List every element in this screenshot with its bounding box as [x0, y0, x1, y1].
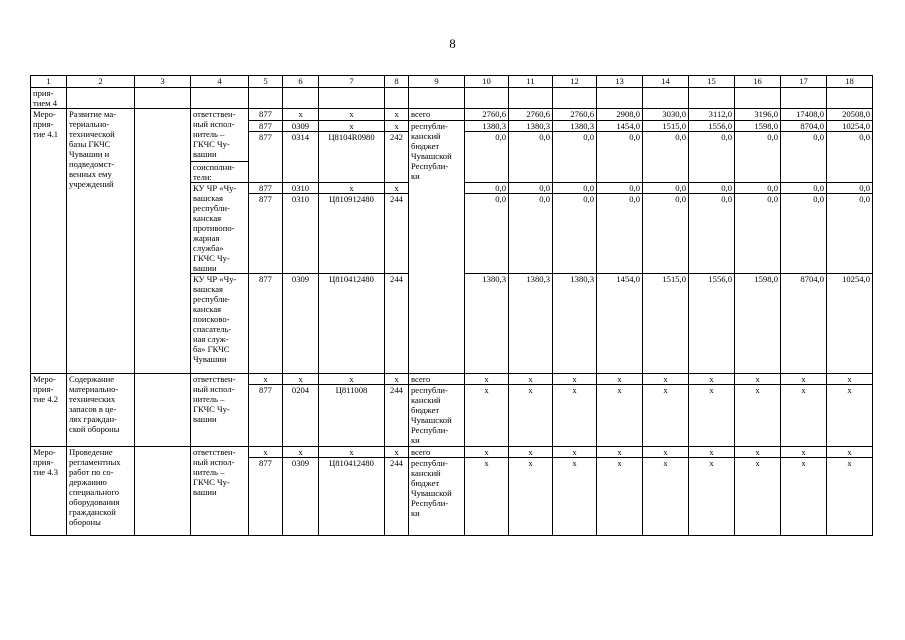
header-cell: 2 — [67, 76, 135, 88]
value-cell: x — [553, 385, 597, 447]
code-section: 0310 — [283, 194, 319, 274]
value-cell: 1380,3 — [553, 121, 597, 132]
header-cell: 5 — [249, 76, 283, 88]
code-target: Ц811008 — [319, 385, 385, 447]
code-target: Ц810412480 — [319, 458, 385, 536]
value-cell: 1515,0 — [643, 274, 689, 374]
value-cell: 1380,3 — [553, 274, 597, 374]
value-cell: 3112,0 — [689, 109, 735, 121]
code-target: Ц8104R0980 — [319, 132, 385, 183]
value-cell: x — [465, 385, 509, 447]
value-cell: 1380,3 — [509, 121, 553, 132]
code-target: x — [319, 447, 385, 458]
funding-source: всего — [409, 374, 465, 385]
value-cell: 0,0 — [689, 132, 735, 183]
value-cell: 0,0 — [597, 183, 643, 194]
code-target: Ц810412480 — [319, 274, 385, 374]
code-grbs: 877 — [249, 121, 283, 132]
code-section: 0310 — [283, 183, 319, 194]
code-section: 0314 — [283, 132, 319, 183]
header-cell: 10 — [465, 76, 509, 88]
value-cell: x — [509, 385, 553, 447]
code-grbs: 877 — [249, 132, 283, 183]
activity-number: Меро- прия- тие 4.2 — [31, 374, 67, 447]
code-section: 0309 — [283, 121, 319, 132]
activity-number: Меро- прия- тие 4.1 — [31, 109, 67, 374]
value-cell: 2760,6 — [553, 109, 597, 121]
funding-source: республи- канский бюджет Чувашской Республи- ки — [409, 385, 465, 447]
code-section: 0309 — [283, 274, 319, 374]
value-cell: x — [735, 458, 781, 536]
code-expense: 242 — [385, 132, 409, 183]
value-cell: 2760,6 — [509, 109, 553, 121]
value-cell: 1515,0 — [643, 121, 689, 132]
value-cell: 0,0 — [465, 194, 509, 274]
value-cell: 0,0 — [643, 132, 689, 183]
value-cell: x — [827, 374, 873, 385]
empty-cell — [135, 447, 191, 536]
value-cell: x — [827, 458, 873, 536]
value-cell: x — [465, 447, 509, 458]
value-cell: x — [781, 447, 827, 458]
value-cell: x — [597, 447, 643, 458]
header-cell: 6 — [283, 76, 319, 88]
value-cell: 0,0 — [643, 183, 689, 194]
executor: ответствен- ный испол- нитель – ГКЧС Чу- вашии — [191, 374, 249, 447]
value-cell: 0,0 — [465, 183, 509, 194]
value-cell: 1556,0 — [689, 274, 735, 374]
m42-row — [31, 374, 873, 385]
header-cell: 9 — [409, 76, 465, 88]
value-cell: 10254,0 — [827, 121, 873, 132]
value-cell: 0,0 — [735, 132, 781, 183]
code-grbs: 877 — [249, 458, 283, 536]
value-cell: 1556,0 — [689, 121, 735, 132]
value-cell: x — [643, 447, 689, 458]
value-cell: x — [689, 458, 735, 536]
program-table — [30, 75, 873, 536]
m41-row — [31, 109, 873, 121]
code-section: 0204 — [283, 385, 319, 447]
value-cell: 0,0 — [781, 132, 827, 183]
value-cell: x — [689, 374, 735, 385]
value-cell: 1598,0 — [735, 121, 781, 132]
value-cell: 8704,0 — [781, 121, 827, 132]
value-cell: 0,0 — [689, 183, 735, 194]
value-cell: 0,0 — [689, 194, 735, 274]
value-cell: 3030,0 — [643, 109, 689, 121]
header-cell: 11 — [509, 76, 553, 88]
value-cell: 0,0 — [781, 194, 827, 274]
value-cell: x — [643, 458, 689, 536]
value-cell: 0,0 — [781, 183, 827, 194]
value-cell: 0,0 — [597, 194, 643, 274]
co-executors: соисполни- тели: — [191, 162, 249, 183]
activity-name: Развитие ма- териально- технической базы ГКЧС Чувашии и подведомст- венных ему учреждений — [67, 109, 135, 374]
activity-name: Проведение регламентных работ по со- держанию специального оборудования гражданской обороны — [67, 447, 135, 536]
code-target: x — [319, 121, 385, 132]
code-section: x — [283, 109, 319, 121]
value-cell: x — [553, 374, 597, 385]
value-cell: x — [597, 385, 643, 447]
funding-source: республи- канский бюджет Чувашской Республи- ки — [409, 121, 465, 374]
value-cell: 0,0 — [553, 132, 597, 183]
code-target: x — [319, 183, 385, 194]
code-target: x — [319, 374, 385, 385]
header-cell: 1 — [31, 76, 67, 88]
value-cell: x — [643, 385, 689, 447]
value-cell: 2760,6 — [465, 109, 509, 121]
value-cell: 0,0 — [553, 194, 597, 274]
code-grbs: 877 — [249, 385, 283, 447]
code-section: x — [283, 374, 319, 385]
co-executor-fire: КУ ЧР «Чу- вашская республи- канская противопо- жарная служба» ГКЧС Чу- вашии — [191, 183, 249, 274]
value-cell: 0,0 — [827, 183, 873, 194]
executor: ответствен- ный испол- нитель – ГКЧС Чу- вашии — [191, 109, 249, 162]
value-cell: 1598,0 — [735, 274, 781, 374]
value-cell: 1380,3 — [465, 121, 509, 132]
value-cell: 10254,0 — [827, 274, 873, 374]
code-target: x — [319, 109, 385, 121]
code-section: 0309 — [283, 458, 319, 536]
header-cell: 4 — [191, 76, 249, 88]
value-cell: x — [735, 447, 781, 458]
value-cell: x — [827, 447, 873, 458]
value-cell: x — [689, 385, 735, 447]
value-cell: 1454,0 — [597, 121, 643, 132]
value-cell: x — [597, 458, 643, 536]
cont-col1: прия- тием 4 — [31, 88, 67, 109]
value-cell: 0,0 — [735, 183, 781, 194]
value-cell: x — [509, 447, 553, 458]
value-cell: 1380,3 — [465, 274, 509, 374]
funding-source: всего — [409, 447, 465, 458]
code-grbs: 877 — [249, 194, 283, 274]
executor: ответствен- ный испол- нитель – ГКЧС Чу- вашии — [191, 447, 249, 536]
funding-source: республи- канский бюджет Чувашской Республи- ки — [409, 458, 465, 536]
value-cell: 2908,0 — [597, 109, 643, 121]
header-cell: 18 — [827, 76, 873, 88]
value-cell: x — [643, 374, 689, 385]
header-cell: 15 — [689, 76, 735, 88]
code-grbs: 877 — [249, 183, 283, 194]
value-cell: 1380,3 — [509, 274, 553, 374]
page-number: 8 — [449, 36, 456, 51]
code-grbs: x — [249, 447, 283, 458]
value-cell: 0,0 — [827, 194, 873, 274]
continuation-row — [31, 88, 873, 109]
co-executor-rescue: КУ ЧР «Чу- вашская республи- канская поисково- спасатель- ная служ- ба» ГКЧС Чувашии — [191, 274, 249, 374]
header-cell: 7 — [319, 76, 385, 88]
value-cell: 0,0 — [553, 183, 597, 194]
code-expense: x — [385, 121, 409, 132]
header-cell: 3 — [135, 76, 191, 88]
value-cell: x — [597, 374, 643, 385]
header-row — [31, 76, 873, 88]
code-grbs: 877 — [249, 274, 283, 374]
code-expense: x — [385, 109, 409, 121]
value-cell: 0,0 — [509, 132, 553, 183]
code-target: Ц810912480 — [319, 194, 385, 274]
value-cell: x — [735, 374, 781, 385]
value-cell: x — [553, 447, 597, 458]
value-cell: 0,0 — [509, 183, 553, 194]
code-expense: 244 — [385, 385, 409, 447]
header-cell: 14 — [643, 76, 689, 88]
header-cell: 13 — [597, 76, 643, 88]
code-section: x — [283, 447, 319, 458]
activity-number: Меро- прия- тие 4.3 — [31, 447, 67, 536]
empty-cell — [135, 374, 191, 447]
code-grbs: 877 — [249, 109, 283, 121]
code-expense: x — [385, 374, 409, 385]
m43-row — [31, 447, 873, 458]
header-cell: 8 — [385, 76, 409, 88]
header-cell: 12 — [553, 76, 597, 88]
value-cell: 0,0 — [643, 194, 689, 274]
value-cell: x — [465, 458, 509, 536]
header-cell: 16 — [735, 76, 781, 88]
value-cell: x — [689, 447, 735, 458]
value-cell: 17408,0 — [781, 109, 827, 121]
value-cell: x — [781, 385, 827, 447]
value-cell: 20508,0 — [827, 109, 873, 121]
value-cell: x — [781, 458, 827, 536]
value-cell: x — [781, 374, 827, 385]
value-cell: x — [827, 385, 873, 447]
activity-name: Содержание материально- технических запасов в це- лях граждан- ской обороны — [67, 374, 135, 447]
code-grbs: x — [249, 374, 283, 385]
header-cell: 17 — [781, 76, 827, 88]
value-cell: 8704,0 — [781, 274, 827, 374]
value-cell: 1454,0 — [597, 274, 643, 374]
code-expense: 244 — [385, 194, 409, 274]
code-expense: x — [385, 183, 409, 194]
value-cell: 3196,0 — [735, 109, 781, 121]
empty-cell — [135, 109, 191, 374]
value-cell: x — [735, 385, 781, 447]
funding-source: всего — [409, 109, 465, 121]
value-cell: x — [509, 458, 553, 536]
value-cell: x — [509, 374, 553, 385]
value-cell: 0,0 — [465, 132, 509, 183]
value-cell: 0,0 — [735, 194, 781, 274]
code-expense: 244 — [385, 458, 409, 536]
value-cell: 0,0 — [827, 132, 873, 183]
code-expense: x — [385, 447, 409, 458]
value-cell: x — [465, 374, 509, 385]
code-expense: 244 — [385, 274, 409, 374]
value-cell: x — [553, 458, 597, 536]
value-cell: 0,0 — [509, 194, 553, 274]
value-cell: 0,0 — [597, 132, 643, 183]
